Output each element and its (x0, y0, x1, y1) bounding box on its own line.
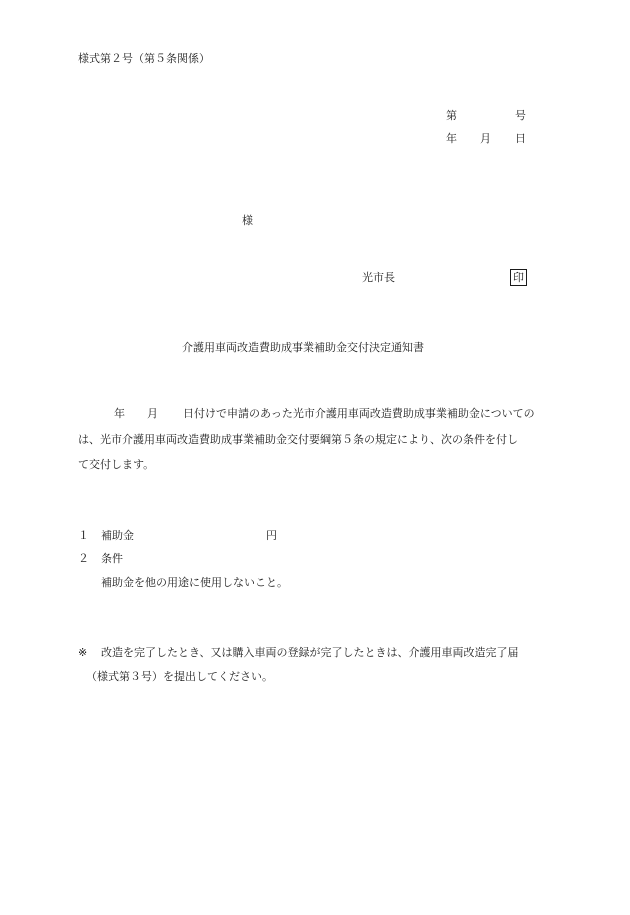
document-number-prefix: 第 (446, 109, 457, 122)
addressee-honorific: 様 (242, 214, 253, 227)
body-month: 月 (147, 407, 158, 420)
body-line-2: は、光市介護用車両改造費助成事業補助金交付要綱第５条の規定により、次の条件を付し (78, 433, 518, 446)
date-month: 月 (480, 132, 491, 145)
note-line-1: 改造を完了したとき、又は購入車両の登録が完了したときは、介護用車両改造完了届 (101, 646, 519, 659)
date-year: 年 (446, 132, 457, 145)
item-label-conditions: 条件 (101, 552, 123, 565)
item-label-subsidy: 補助金 (101, 529, 134, 542)
body-line-3: て交付します。 (78, 458, 155, 471)
item-number: ２ (78, 552, 89, 565)
item-number: １ (78, 529, 89, 542)
item-unit-yen: 円 (266, 529, 277, 542)
date-day: 日 (515, 132, 526, 145)
body-year: 年 (114, 407, 125, 420)
issuer-name: 光市長 (362, 271, 395, 284)
document-title: 介護用車両改造費助成事業補助金交付決定通知書 (182, 341, 424, 354)
seal-mark: 印 (510, 269, 527, 286)
item-condition-detail: 補助金を他の用途に使用しないこと。 (101, 576, 288, 589)
form-number: 様式第２号（第５条関係） (78, 52, 210, 65)
body-line-1: 日付けで申請のあった光市介護用車両改造費助成事業補助金についての (183, 407, 535, 420)
document-number-suffix: 号 (515, 109, 526, 122)
note-line-2: （様式第３号）を提出してください。 (86, 670, 273, 683)
note-mark: ※ (78, 646, 88, 659)
